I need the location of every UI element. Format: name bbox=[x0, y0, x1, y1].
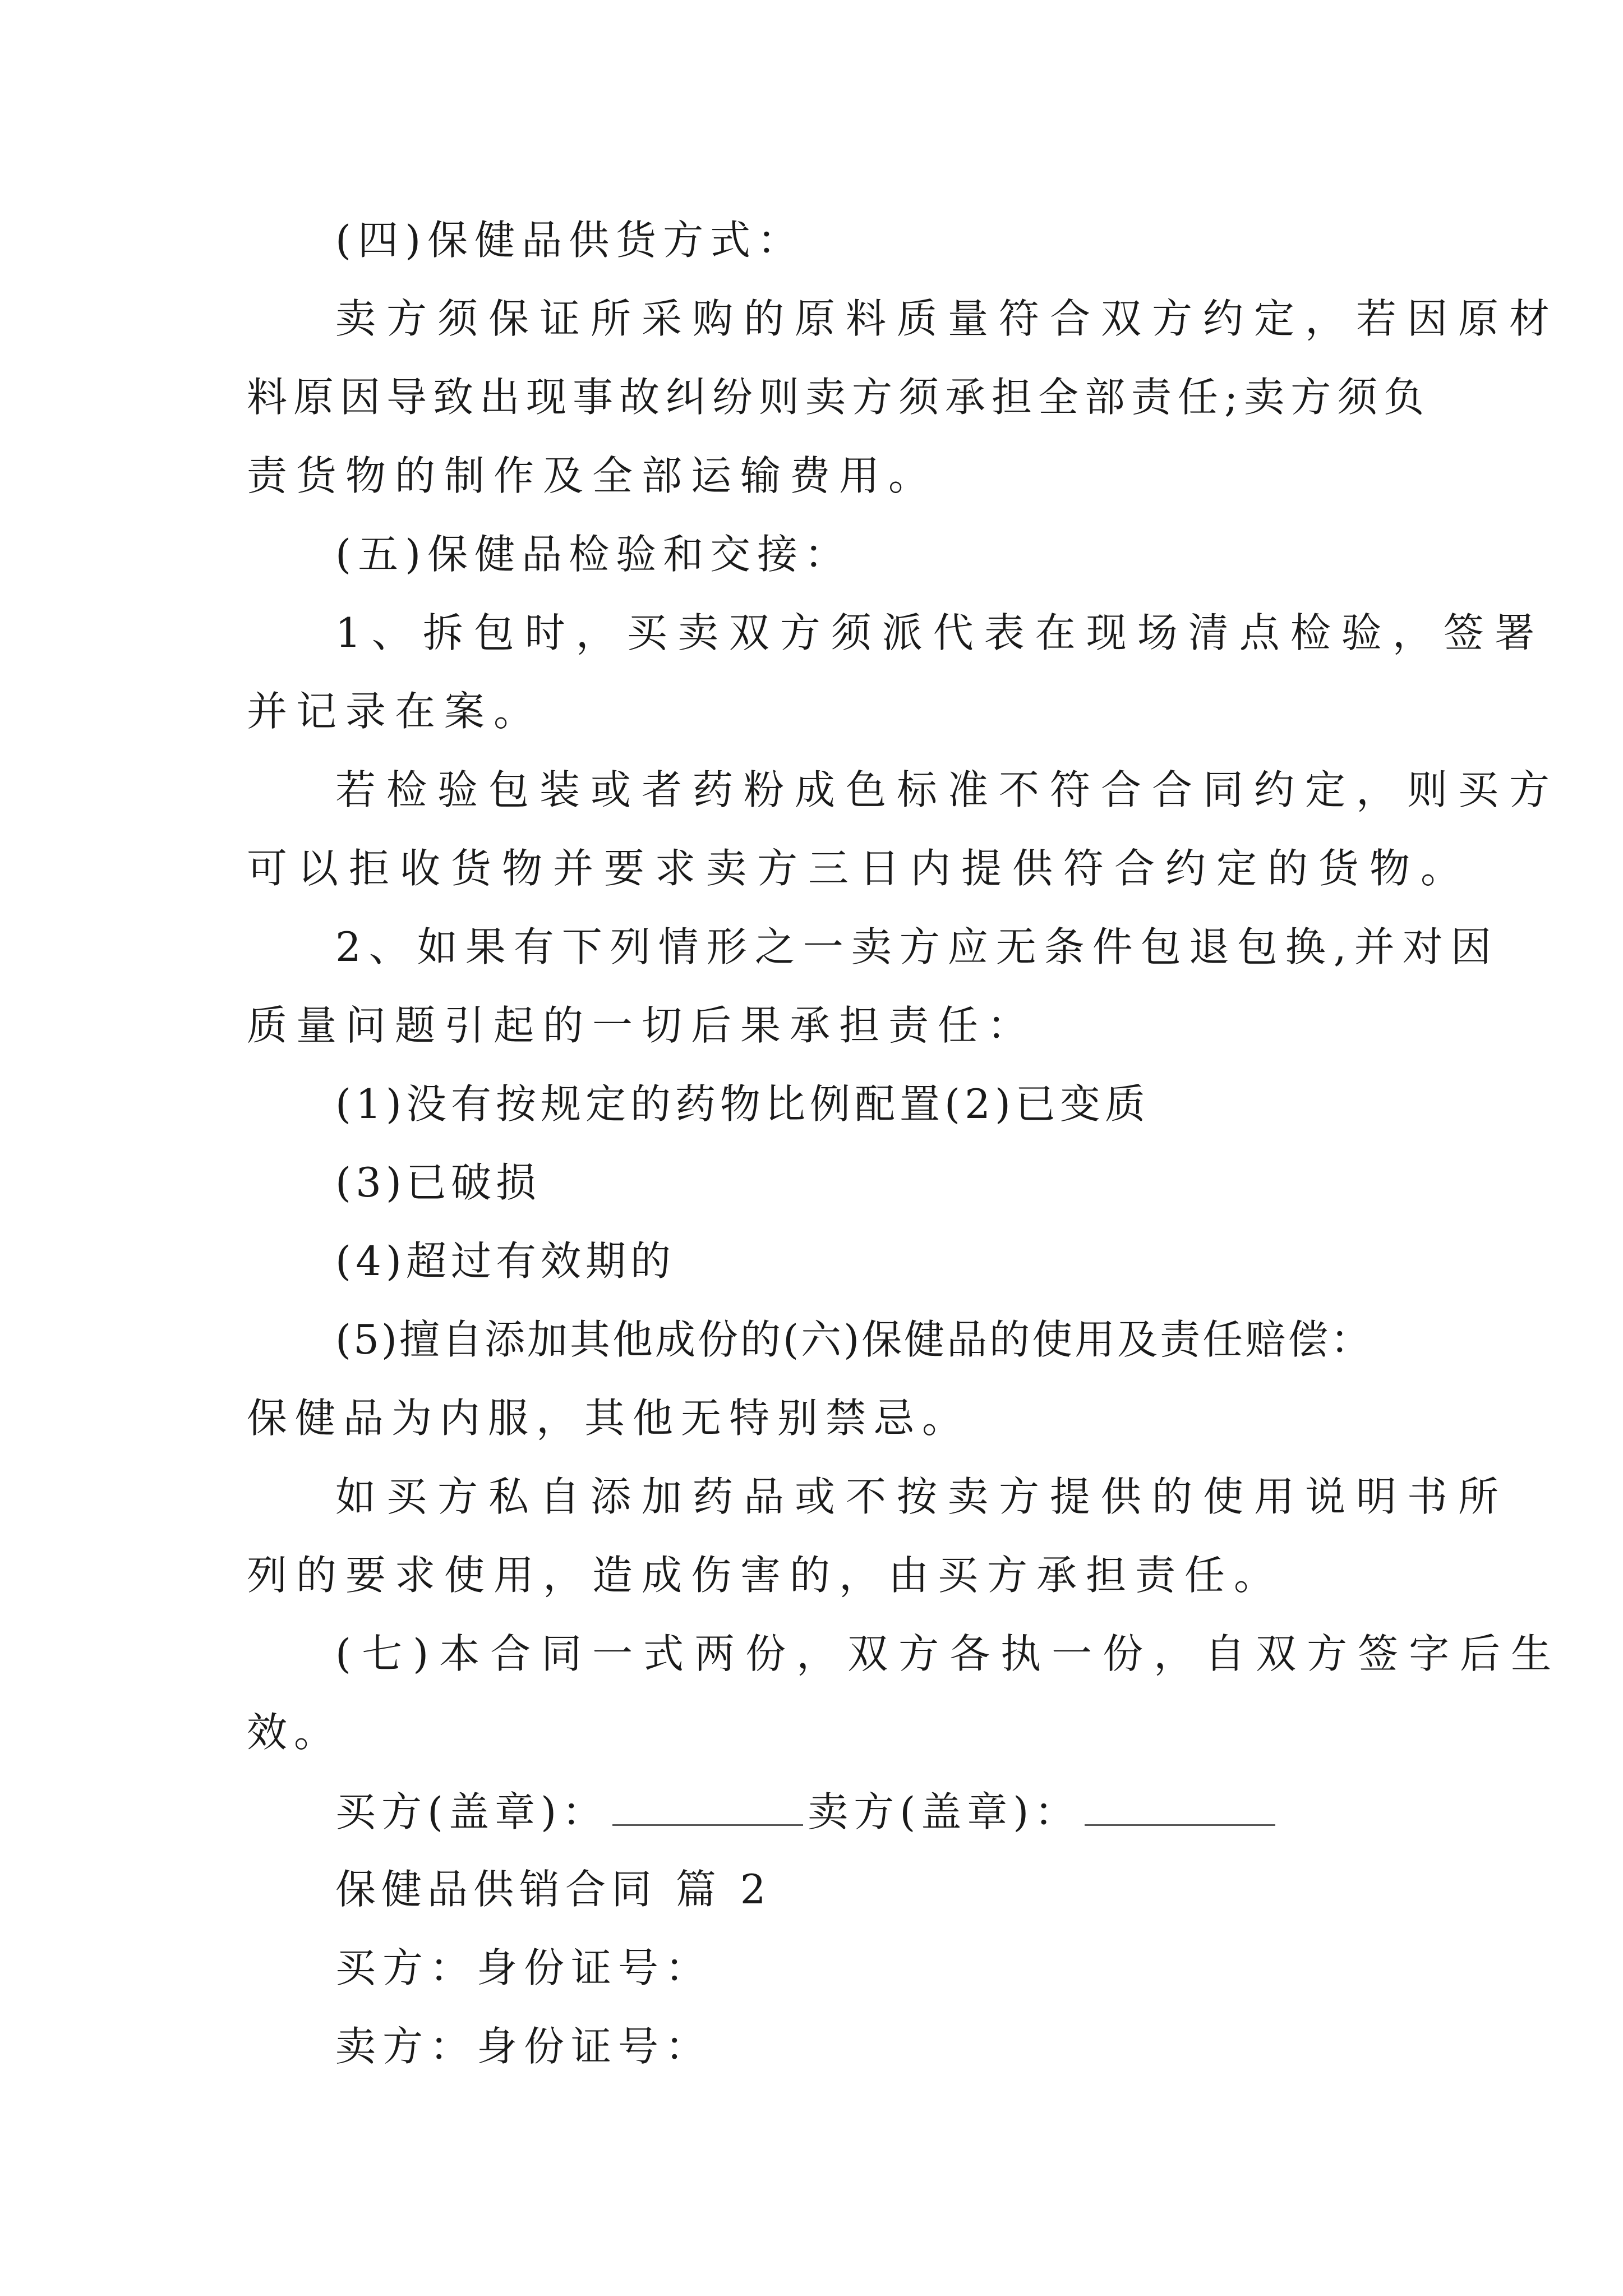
paragraph-line: 保健品为内服，其他无特别禁忌。 bbox=[247, 1395, 971, 1442]
paragraph-line: 料原因导致出现事故纠纷则卖方须承担全部责任;卖方须负 bbox=[247, 374, 1431, 421]
paragraph-line: 质量问题引起的一切后果承担责任： bbox=[247, 1002, 1037, 1049]
paragraph-line: (七)本合同一式两份，双方各执一份，自双方签字后生 bbox=[335, 1630, 1562, 1677]
paragraph-line: 责货物的制作及全部运输费用。 bbox=[247, 452, 938, 499]
paragraph-line: 若检验包装或者药粉成色标准不符合合同约定，则买方 bbox=[335, 766, 1561, 813]
signature-line bbox=[335, 1788, 1280, 1835]
list-item: (5)擅自添加其他成份的(六)保健品的使用及责任赔偿： bbox=[335, 1316, 1373, 1363]
list-item: (1)没有按规定的药物比例配置(2)已变质 bbox=[335, 1080, 1150, 1128]
paragraph-line: 卖方须保证所采购的原料质量符合双方约定，若因原材 bbox=[335, 295, 1561, 342]
paragraph-line: 并记录在案。 bbox=[247, 688, 543, 735]
buyer-seal-blank bbox=[612, 1791, 803, 1826]
buyer-seal-label: 买方(盖章)： bbox=[335, 1788, 608, 1835]
list-item: (4)超过有效期的 bbox=[335, 1237, 675, 1285]
seller-id-line: 卖方：身份证号： bbox=[335, 2023, 713, 2070]
seller-seal-blank bbox=[1085, 1791, 1275, 1826]
paragraph-line: 效。 bbox=[247, 1709, 342, 1756]
paragraph-line: 1、拆包时，买卖双方须派代表在现场清点检验，签署 bbox=[335, 609, 1546, 656]
section-2-title: 保健品供销合同 篇 2 bbox=[335, 1866, 772, 1913]
seller-seal-label: 卖方(盖章)： bbox=[808, 1788, 1081, 1835]
list-item: (3)已破损 bbox=[335, 1159, 541, 1206]
paragraph-line: 可以拒收货物并要求卖方三日内提供符合约定的货物。 bbox=[247, 845, 1472, 892]
paragraph-line: 如买方私自添加药品或不按卖方提供的使用说明书所 bbox=[335, 1473, 1510, 1520]
paragraph-line: 列的要求使用，造成伤害的，由买方承担责任。 bbox=[247, 1552, 1284, 1599]
heading-inspection: (五)保健品检验和交接： bbox=[335, 531, 852, 578]
buyer-id-line: 买方：身份证号： bbox=[335, 1944, 713, 1991]
paragraph-line: 2、如果有下列情形之一卖方应无条件包退包换,并对因 bbox=[335, 923, 1499, 970]
heading-supply-method: (四)保健品供货方式： bbox=[335, 217, 805, 264]
